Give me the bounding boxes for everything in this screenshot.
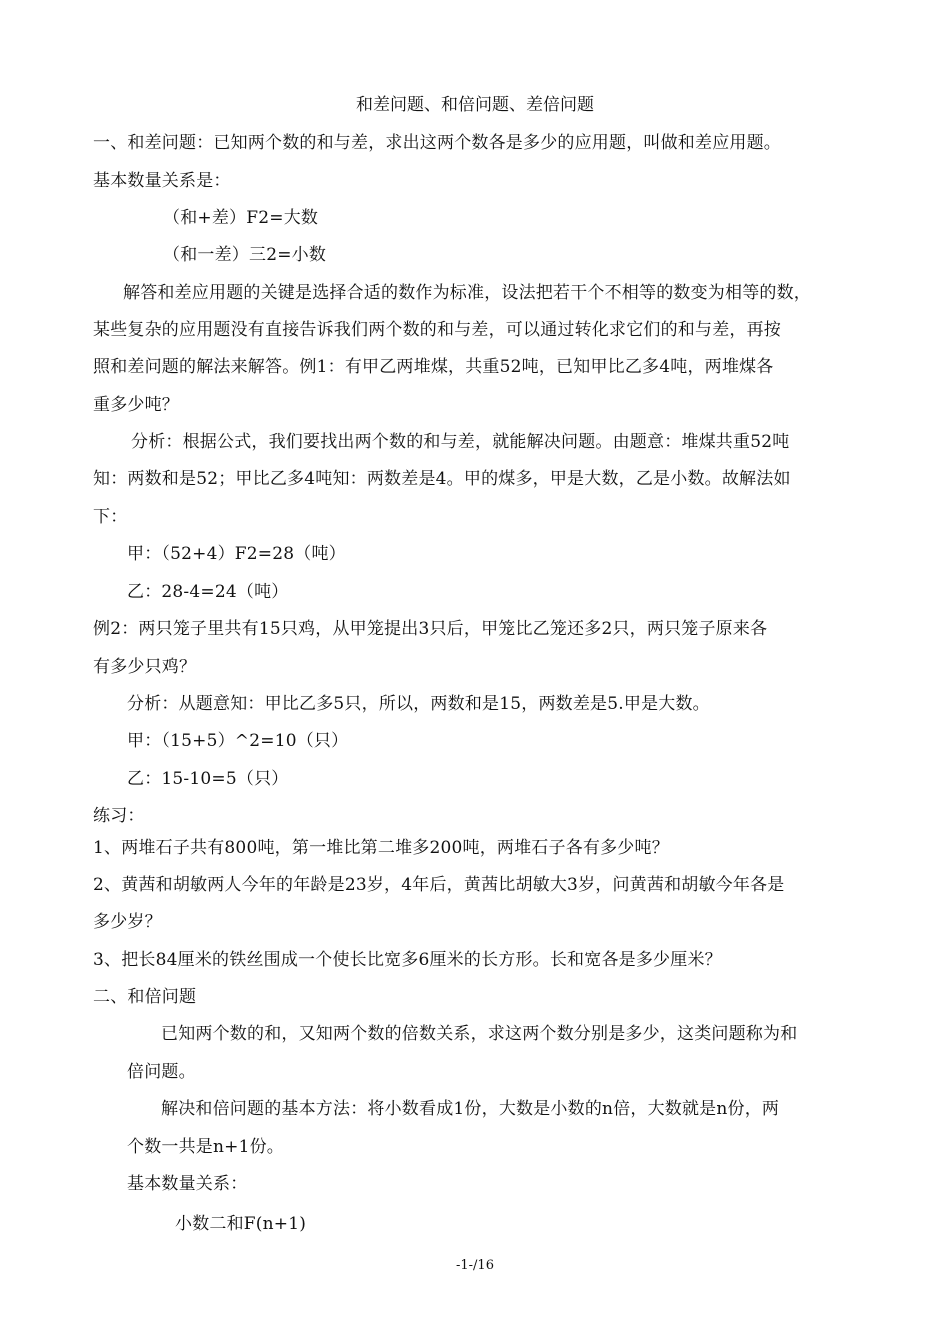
- paragraph-line: 有多少只鸡？: [93, 657, 197, 677]
- formula-line: （和+差）F2=大数: [163, 208, 319, 228]
- solution-line: 甲：（15+5）^2=10（只）: [127, 731, 349, 751]
- section-2-heading: 二、和倍问题: [93, 987, 197, 1007]
- formula-line: 小数二和F(n+1): [175, 1214, 307, 1234]
- formula-line: （和一差）三2=小数: [163, 245, 327, 265]
- paragraph-line: 已知两个数的和，又知两个数的倍数关系，求这两个数分别是多少，这类问题称为和: [161, 1024, 798, 1044]
- paragraph-line: 例2：两只笼子里共有15只鸡，从甲笼提出3只后，甲笼比乙笼还多2只，两只笼子原来各: [93, 619, 768, 639]
- paragraph-line: 倍问题。: [127, 1062, 196, 1082]
- document-title: 和差问题、和倍问题、差倍问题: [356, 95, 594, 115]
- paragraph-line: 分析：根据公式，我们要找出两个数的和与差，就能解决问题。由题意：堆煤共重52吨: [131, 432, 790, 452]
- paragraph-line: 解答和差应用题的关键是选择合适的数作为标准，设法把若干个不相等的数变为相等的数，: [123, 283, 811, 303]
- exercise-item: 3、把长84厘米的铁丝围成一个使长比宽多6厘米的长方形。长和宽各是多少厘米？: [93, 950, 722, 970]
- paragraph-line: 解决和倍问题的基本方法：将小数看成1份，大数是小数的n倍，大数就是n份，两: [161, 1099, 780, 1119]
- exercise-item: 2、黄茜和胡敏两人今年的年龄是23岁，4年后，黄茜比胡敏大3岁，问黄茜和胡敏今年各是: [93, 875, 785, 895]
- exercise-item: 多少岁？: [93, 912, 162, 932]
- solution-line: 乙：28-4=24（吨）: [127, 582, 289, 602]
- exercise-heading: 练习：: [93, 806, 145, 826]
- solution-line: 乙：15-10=5（只）: [127, 769, 289, 789]
- paragraph-line: 重多少吨？: [93, 395, 179, 415]
- paragraph-line: 下：: [93, 507, 128, 527]
- paragraph-line: 知：两数和是52；甲比乙多4吨知：两数差是4。甲的煤多，甲是大数，乙是小数。故解法如: [93, 469, 791, 489]
- paragraph-line: 某些复杂的应用题没有直接告诉我们两个数的和与差，可以通过转化求它们的和与差，再按: [93, 320, 781, 340]
- solution-line: 甲：（52+4）F2=28（吨）: [127, 544, 346, 564]
- page-number: -1-/16: [456, 1258, 494, 1273]
- paragraph-line: 分析：从题意知：甲比乙多5只，所以，两数和是15，两数差是5.甲是大数。: [127, 694, 710, 714]
- paragraph-line: 个数一共是n+1份。: [127, 1137, 285, 1157]
- paragraph-line: 照和差问题的解法来解答。例1：有甲乙两堆煤，共重52吨，已知甲比乙多4吨，两堆煤各: [93, 357, 774, 377]
- paragraph-line: 基本数量关系：: [127, 1174, 248, 1194]
- paragraph-line: 基本数量关系是：: [93, 171, 231, 191]
- section-1-heading: 一、和差问题：已知两个数的和与差，求出这两个数各是多少的应用题，叫做和差应用题。: [93, 133, 781, 153]
- exercise-item: 1、两堆石子共有800吨，第一堆比第二堆多200吨，两堆石子各有多少吨？: [93, 838, 669, 858]
